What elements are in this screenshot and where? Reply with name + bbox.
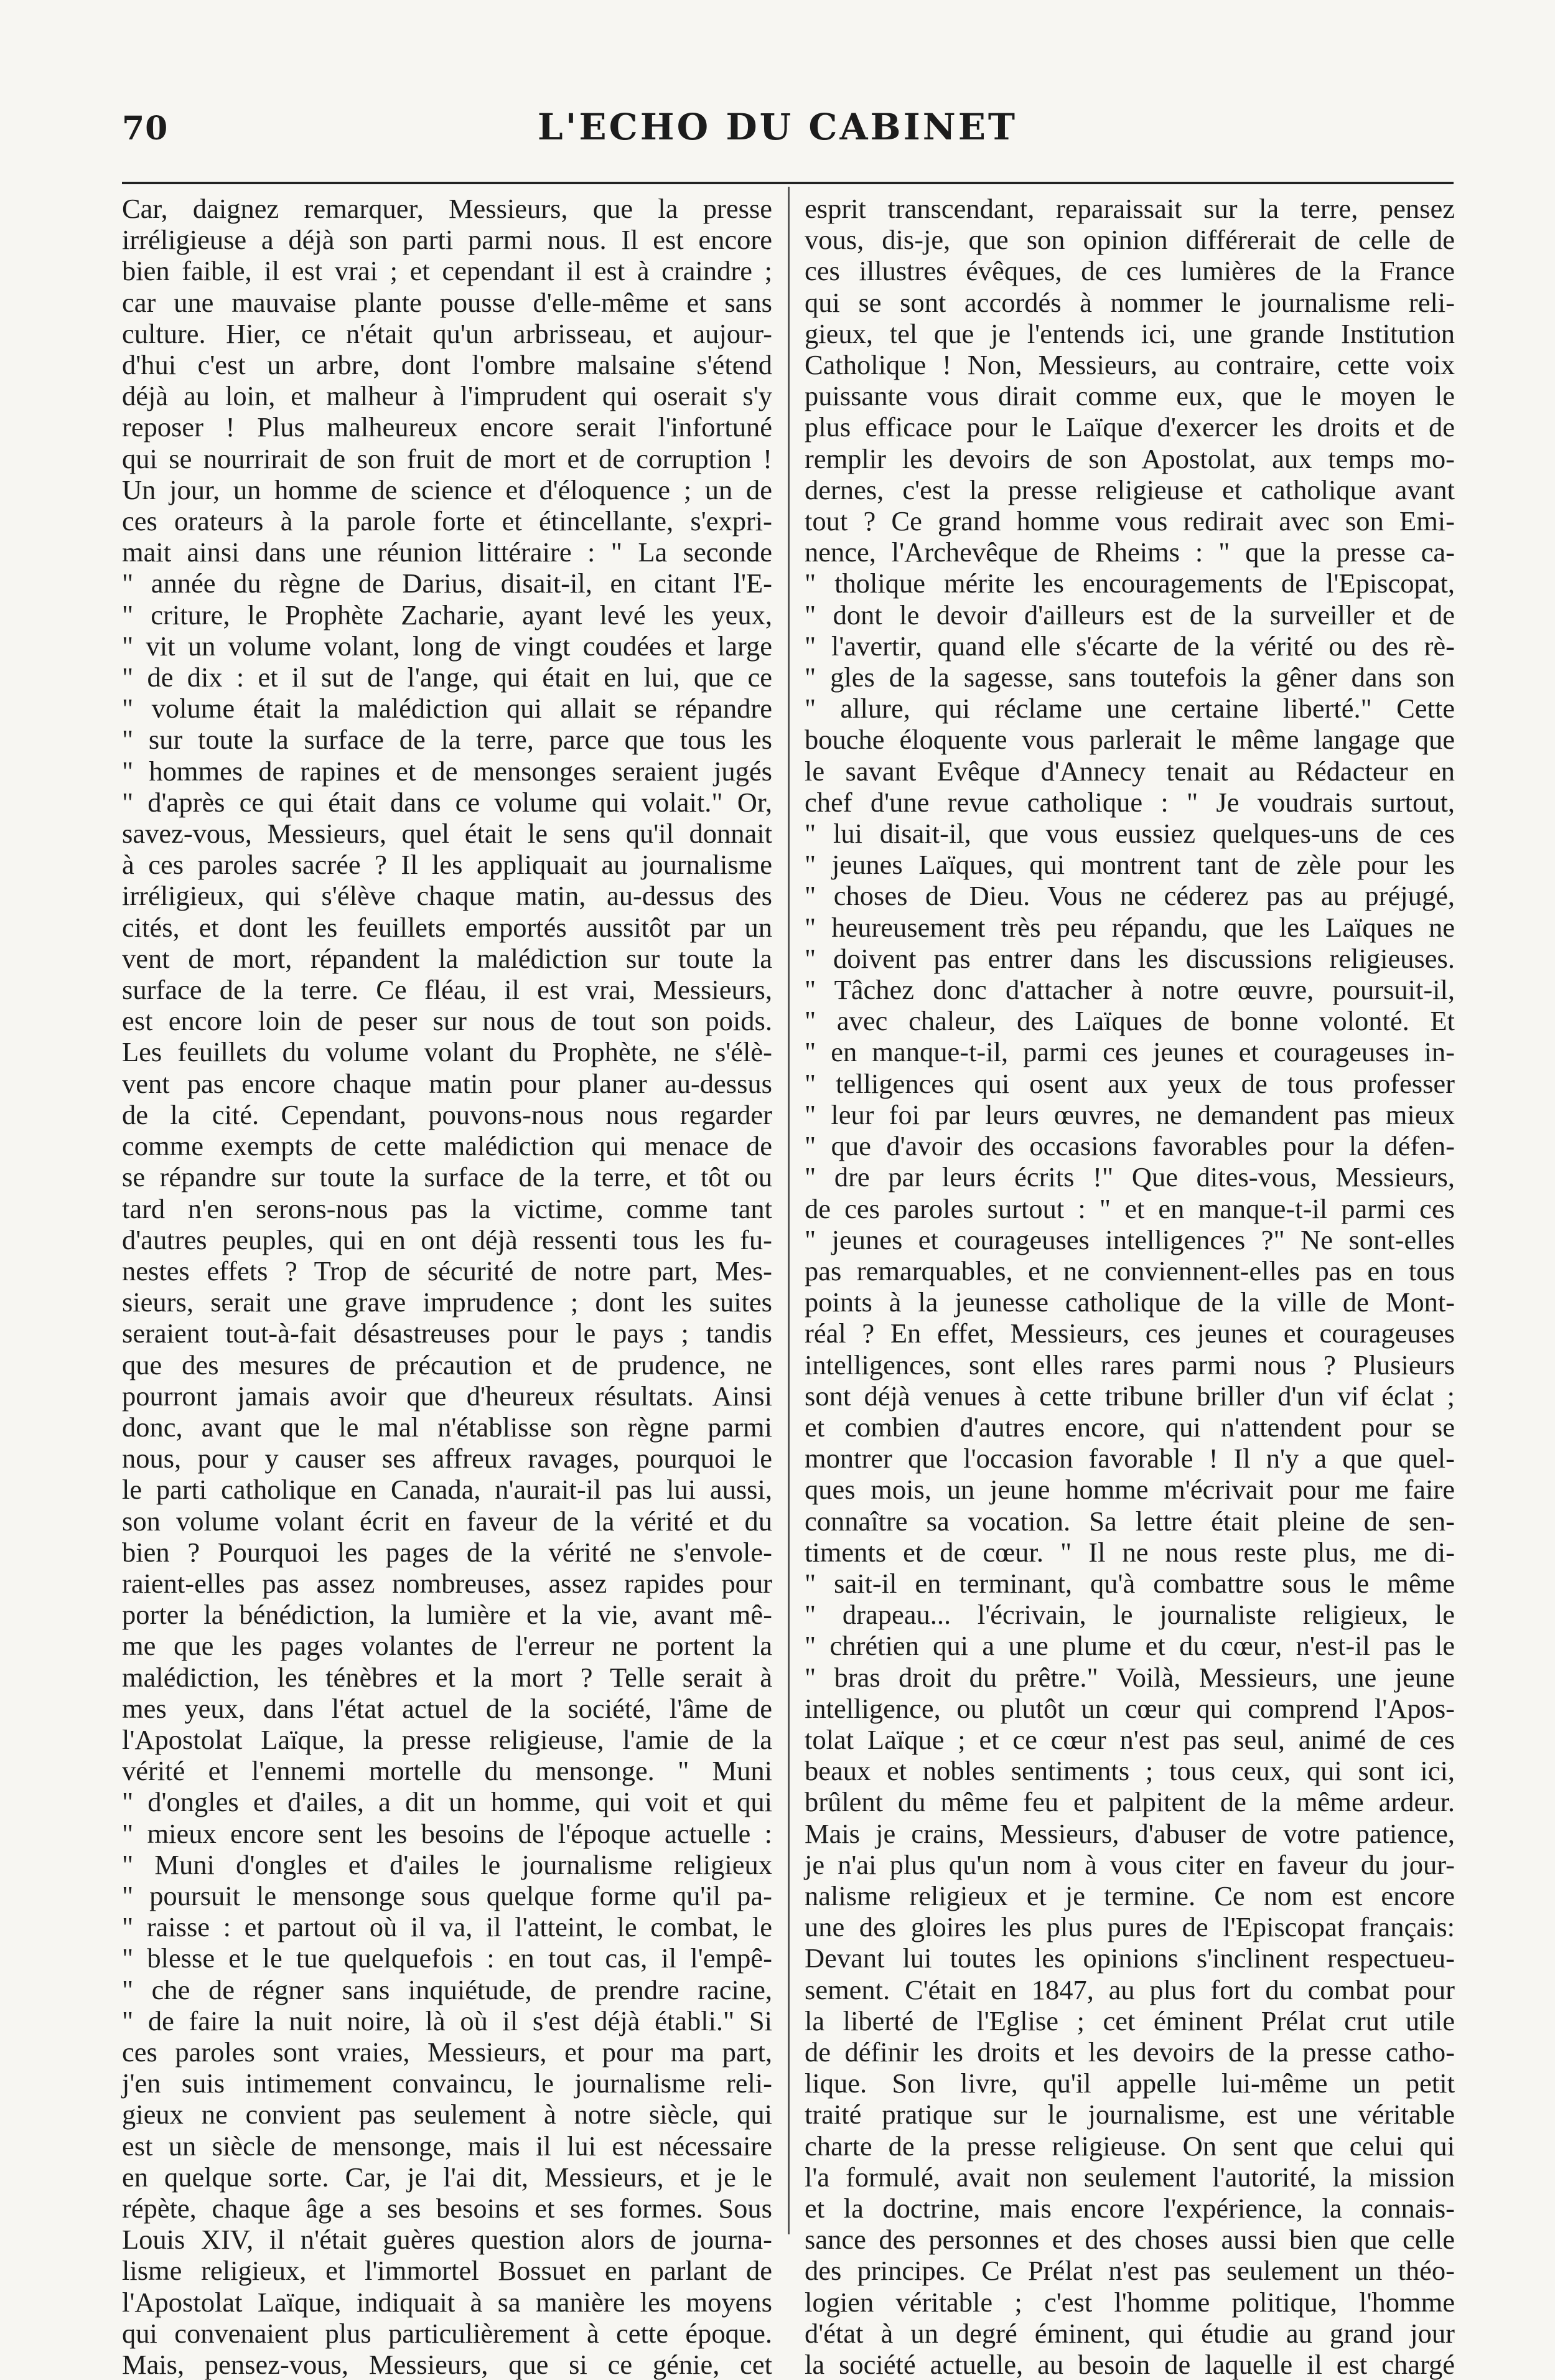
text-line: " volume était la malédiction qui allait se répandre [122, 693, 772, 724]
text-line: lisme religieux, et l'immortel Bossuet en parlant de [122, 2255, 772, 2287]
text-line: remplir les devoirs de son Apostolat, aux temps mo- [805, 443, 1455, 474]
text-line: que des mesures de précaution et de prudence, ne [122, 1349, 772, 1380]
text-line: chef d'une revue catholique : " Je voudrais surtout, [805, 786, 1455, 818]
text-line: " lui disait-il, que vous eussiez quelques-uns de ces [805, 818, 1455, 850]
text-line: montrer que l'occasion favorable ! Il n'y a que quel- [805, 1443, 1455, 1474]
text-line: " allure, qui réclame une certaine liberté." Cette [805, 693, 1455, 724]
text-line: " de faire la nuit noire, là où il s'est déjà établi." Si [122, 2005, 772, 2036]
text-line: d'autres peuples, qui en ont déjà ressenti tous les fu- [122, 1224, 772, 1255]
text-line: sance des personnes et des choses aussi bien que celle [805, 2224, 1455, 2256]
text-line: esprit transcendant, reparaissait sur la terre, pensez [805, 193, 1455, 224]
text-line: le savant Evêque d'Annecy tenait au Rédacteur en [805, 755, 1455, 787]
text-line: Devant lui toutes les opinions s'inclinent respectueu- [805, 1942, 1455, 1974]
text-line: lique. Son livre, qu'il appelle lui-même un petit [805, 2068, 1455, 2099]
text-line: tout ? Ce grand homme vous redirait avec son Emi- [805, 505, 1455, 537]
text-line: traité pratique sur le journalisme, est une véritable [805, 2099, 1455, 2130]
text-line: intelligence, ou plutôt un cœur qui comprend l'Apos- [805, 1692, 1455, 1724]
text-line: sieurs, serait une grave imprudence ; dont les suites [122, 1286, 772, 1318]
text-line: " chrétien qui a une plume et du cœur, n'est-il pas le [805, 1630, 1455, 1662]
text-line: intelligences, sont elles rares parmi nous ? Plusieurs [805, 1349, 1455, 1380]
text-line: " bras droit du prêtre." Voilà, Messieurs, une jeune [805, 1661, 1455, 1693]
text-line: " heureusement très peu répandu, que les Laïques ne [805, 911, 1455, 943]
text-line: bien ? Pourquoi les pages de la vérité ne s'envole- [122, 1536, 772, 1568]
text-line: tolat Laïque ; et ce cœur n'est pas seul, animé de ces [805, 1723, 1455, 1755]
text-line: l'Apostolat Laïque, la presse religieuse, l'amie de la [122, 1723, 772, 1755]
text-line: Un jour, un homme de science et d'éloquence ; un de [122, 474, 772, 505]
text-line: irréligieux, qui s'élève chaque matin, au-dessus des [122, 880, 772, 912]
text-line: car une mauvaise plante pousse d'elle-même et sans [122, 286, 772, 318]
text-line: " raisse : et partout où il va, il l'atteint, le combat, le [122, 1911, 772, 1943]
text-line: " leur foi par leurs œuvres, ne demandent pas mieux [805, 1099, 1455, 1130]
text-line: sement. C'était en 1847, au plus fort du combat pour [805, 1974, 1455, 2005]
text-line: vent de mort, répandent la malédiction sur toute la [122, 942, 772, 974]
text-line: vent pas encore chaque matin pour planer au-dessus [122, 1067, 772, 1099]
text-line: " hommes de rapines et de mensonges seraient jugés [122, 755, 772, 787]
text-line: charte de la presse religieuse. On sent que celui qui [805, 2130, 1455, 2162]
text-line: " criture, le Prophète Zacharie, ayant levé les yeux, [122, 599, 772, 630]
header-rule [122, 182, 1454, 184]
text-line: cités, et dont les feuillets emportés aussitôt par un [122, 911, 772, 943]
text-line: beaux et nobles sentiments ; tous ceux, qui sont ici, [805, 1755, 1455, 1787]
text-line: raient-elles pas assez nombreuses, assez rapides pour [122, 1567, 772, 1599]
text-line: bien faible, il est vrai ; et cependant il est à craindre ; [122, 255, 772, 287]
text-line: " sait-il en terminant, qu'à combattre sous le même [805, 1567, 1455, 1599]
text-line: " que d'avoir des occasions favorables pour la défen- [805, 1130, 1455, 1162]
page-title: L'ECHO DU CABINET [537, 106, 1018, 148]
text-line: " d'après ce qui était dans ce volume qui volait." Or, [122, 786, 772, 818]
text-line: " sur toute la surface de la terre, parce que tous les [122, 724, 772, 756]
text-line: son volume volant écrit en faveur de la vérité et du [122, 1505, 772, 1537]
text-line: nous, pour y causer ses affreux ravages, pourquoi le [122, 1443, 772, 1474]
text-line: " mieux encore sent les besoins de l'époque actuelle : [122, 1817, 772, 1849]
text-line: porter la bénédiction, la lumière et la vie, avant mê- [122, 1599, 772, 1631]
text-line: donc, avant que le mal n'établisse son règne parmi [122, 1411, 772, 1443]
page-number: 70 [122, 110, 169, 148]
text-line: " che de régner sans inquiétude, de prendre racine, [122, 1974, 772, 2005]
text-line: comme exempts de cette malédiction qui menace de [122, 1130, 772, 1162]
text-line: mes yeux, dans l'état actuel de la société, l'âme de [122, 1692, 772, 1724]
text-line: se répandre sur toute la surface de la terre, et tôt ou [122, 1161, 772, 1193]
text-line: ces orateurs à la parole forte et étincellante, s'expri- [122, 505, 772, 537]
text-line: d'hui c'est un arbre, dont l'ombre malsaine s'étend [122, 349, 772, 381]
text-line: culture. Hier, ce n'était qu'un arbrisseau, et aujour- [122, 317, 772, 349]
text-line: l'a formulé, avait non seulement l'autorité, la mission [805, 2161, 1455, 2193]
text-line: des principes. Ce Prélat n'est pas seulement un théo- [805, 2255, 1455, 2287]
text-line: me que les pages volantes de l'erreur ne portent la [122, 1630, 772, 1662]
text-line: " d'ongles et d'ailes, a dit un homme, qui voit et qui [122, 1786, 772, 1818]
text-line: est encore loin de peser sur nous de tout son poids. [122, 1005, 772, 1037]
text-line: tard n'en serons-nous pas la victime, comme tant [122, 1192, 772, 1224]
text-line: Louis XIV, il n'était guères question alors de journa- [122, 2224, 772, 2256]
text-line: bouche éloquente vous parlerait le même langage que [805, 724, 1455, 756]
text-line: le parti catholique en Canada, n'aurait-il pas lui aussi, [122, 1474, 772, 1506]
text-line: j'en suis intimement convaincu, le journalisme reli- [122, 2068, 772, 2099]
text-line: " l'avertir, quand elle s'écarte de la vérité ou des rè- [805, 630, 1455, 662]
text-line: ces paroles sont vraies, Messieurs, et pour ma part, [122, 2036, 772, 2068]
text-line: " jeunes et courageuses intelligences ?" Ne sont-elles [805, 1224, 1455, 1255]
text-line: Catholique ! Non, Messieurs, au contraire, cette voix [805, 349, 1455, 381]
text-line: Les feuillets du volume volant du Prophète, ne s'élè- [122, 1036, 772, 1068]
text-line: surface de la terre. Ce fléau, il est vrai, Messieurs, [122, 974, 772, 1006]
text-line: " de dix : et il sut de l'ange, qui était en lui, que ce [122, 662, 772, 693]
text-line: qui se nourrirait de son fruit de mort et de corruption ! [122, 443, 772, 474]
text-line: dernes, c'est la presse religieuse et catholique avant [805, 474, 1455, 505]
text-line: à ces paroles sacrée ? Il les appliquait au journalisme [122, 849, 772, 881]
text-line: qui se sont accordés à nommer le journalisme reli- [805, 286, 1455, 318]
text-line: pourront jamais avoir que d'heureux résultats. Ainsi [122, 1380, 772, 1412]
text-line: pas remarquables, et ne conviennent-elles pas en tous [805, 1255, 1455, 1286]
text-line: " doivent pas entrer dans les discussions religieuses. [805, 942, 1455, 974]
text-line: irréligieuse a déjà son parti parmi nous. Il est encore [122, 224, 772, 256]
right-column [805, 193, 1455, 2380]
text-line: nestes effets ? Trop de sécurité de notre part, Mes- [122, 1255, 772, 1286]
text-line: " jeunes Laïques, qui montrent tant de zèle pour les [805, 849, 1455, 881]
text-line: l'Apostolat Laïque, indiquait à sa manière les moyens [122, 2286, 772, 2318]
text-line: nence, l'Archevêque de Rheims : " que la presse ca- [805, 536, 1455, 568]
text-line: répète, chaque âge a ses besoins et ses formes. Sous [122, 2193, 772, 2224]
text-line: " Muni d'ongles et d'ailes le journalisme religieux [122, 1848, 772, 1880]
text-line: de ces paroles surtout : " et en manque-t-il parmi ces [805, 1192, 1455, 1224]
text-line: reposer ! Plus malheureux encore serait l'infortuné [122, 411, 772, 443]
text-line: " drapeau... l'écrivain, le journaliste religieux, le [805, 1599, 1455, 1631]
text-line: sont déjà venues à cette tribune briller d'un vif éclat ; [805, 1380, 1455, 1412]
text-line: Mais je crains, Messieurs, d'abuser de votre patience, [805, 1817, 1455, 1849]
text-line: la liberté de l'Eglise ; cet éminent Prélat crut utile [805, 2005, 1455, 2036]
text-line: vérité et l'ennemi mortelle du mensonge. " Muni [122, 1755, 772, 1787]
text-line: déjà au loin, et malheur à l'imprudent qui oserait s'y [122, 380, 772, 412]
column-divider [788, 187, 790, 2234]
text-line: et la doctrine, mais encore l'expérience, la connais- [805, 2193, 1455, 2224]
text-line: " choses de Dieu. Vous ne céderez pas au préjugé, [805, 880, 1455, 912]
text-line: mait ainsi dans une réunion littéraire : " La seconde [122, 536, 772, 568]
text-line: " tholique mérite les encouragements de l'Episcopat, [805, 568, 1455, 599]
text-line: ques mois, un jeune homme m'écrivait pour me faire [805, 1474, 1455, 1506]
text-line: Mais, pensez-vous, Messieurs, que si ce génie, cet [122, 2349, 772, 2380]
text-line: " gles de la sagesse, sans toutefois la gêner dans son [805, 662, 1455, 693]
text-line: " avec chaleur, des Laïques de bonne volonté. Et [805, 1005, 1455, 1037]
text-line: nalisme religieux et je termine. Ce nom est encore [805, 1880, 1455, 1911]
left-column [122, 193, 772, 2380]
text-line: la société actuelle, au besoin de laquelle il est chargé [805, 2349, 1455, 2380]
text-line: connaître sa vocation. Sa lettre était pleine de sen- [805, 1505, 1455, 1537]
text-line: malédiction, les ténèbres et la mort ? Telle serait à [122, 1661, 772, 1693]
text-line: points à la jeunesse catholique de la ville de Mont- [805, 1286, 1455, 1318]
text-line: de la cité. Cependant, pouvons-nous nous regarder [122, 1099, 772, 1130]
text-line: est un siècle de mensonge, mais il lui est nécessaire [122, 2130, 772, 2162]
text-line: " poursuit le mensonge sous quelque forme qu'il pa- [122, 1880, 772, 1911]
text-line: savez-vous, Messieurs, quel était le sens qu'il donnait [122, 818, 772, 850]
text-line: brûlent du même feu et palpitent de la même ardeur. [805, 1786, 1455, 1818]
text-line: qui convenaient plus particulièrement à cette époque. [122, 2317, 772, 2349]
text-line: " année du règne de Darius, disait-il, en citant l'E- [122, 568, 772, 599]
text-line: " dre par leurs écrits !" Que dites-vous, Messieurs, [805, 1161, 1455, 1193]
text-line: vous, dis-je, que son opinion différerait de celle de [805, 224, 1455, 256]
text-line: " vit un volume volant, long de vingt coudées et large [122, 630, 772, 662]
text-line: " en manque-t-il, parmi ces jeunes et courageuses in- [805, 1036, 1455, 1068]
text-line: gieux ne convient pas seulement à notre siècle, qui [122, 2099, 772, 2130]
text-line: Car, daignez remarquer, Messieurs, que la presse [122, 193, 772, 224]
text-line: " Tâchez donc d'attacher à notre œuvre, poursuit-il, [805, 974, 1455, 1006]
text-line: seraient tout-à-fait désastreuses pour le pays ; tandis [122, 1318, 772, 1349]
text-line: de définir les droits et les devoirs de la presse catho- [805, 2036, 1455, 2068]
text-line: réal ? En effet, Messieurs, ces jeunes et courageuses [805, 1318, 1455, 1349]
text-line: et combien d'autres encore, qui n'attendent pour se [805, 1411, 1455, 1443]
text-line: je n'ai plus qu'un nom à vous citer en faveur du jour- [805, 1848, 1455, 1880]
text-line: " dont le devoir d'ailleurs est de la surveiller et de [805, 599, 1455, 630]
text-line: puissante vous dirait comme eux, que le moyen le [805, 380, 1455, 412]
text-line: logien véritable ; c'est l'homme politique, l'homme [805, 2286, 1455, 2318]
text-line: en quelque sorte. Car, je l'ai dit, Messieurs, et je le [122, 2161, 772, 2193]
text-line: une des gloires les plus pures de l'Episcopat français: [805, 1911, 1455, 1943]
text-line: ces illustres évêques, de ces lumières de la France [805, 255, 1455, 287]
text-line: plus efficace pour le Laïque d'exercer les droits et de [805, 411, 1455, 443]
text-line: d'état à un degré éminent, qui étudie au grand jour [805, 2317, 1455, 2349]
text-line: " telligences qui osent aux yeux de tous professer [805, 1067, 1455, 1099]
text-line: " blesse et le tue quelquefois : en tout cas, il l'empê- [122, 1942, 772, 1974]
text-line: gieux, tel que je l'entends ici, une grande Institution [805, 317, 1455, 349]
text-line: timents et de cœur. " Il ne nous reste plus, me di- [805, 1536, 1455, 1568]
